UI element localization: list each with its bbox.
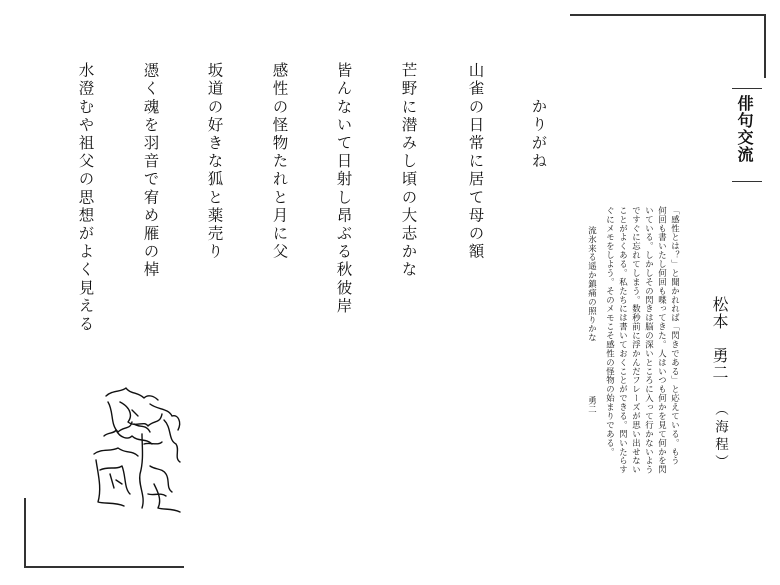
haiku-verse: 芒野に潜みし頃の大志かな (399, 62, 418, 280)
essay-line: 「感性とは？」と聞かれれば「閃きである」と応えている。もう (670, 206, 681, 466)
essay-line: いている。しかしその閃きは脳の深いところに入って行かないよう (644, 206, 655, 475)
essay-line: ですぐに忘れてしまう。数秒前に浮かんだフレーズが思い出せない (631, 206, 642, 475)
haiku-verse: 皆んないて日射し昂ぶる秋彼岸 (334, 62, 353, 316)
calligraphy-signature (88, 384, 196, 514)
haiku-verse: 感性の怪物たれと月に父 (270, 62, 289, 262)
essay-closing-author: 勇二 (587, 396, 598, 414)
essay-line: ぐにメモをしよう。そのメモこそ感性の怪物の始まりである。 (605, 206, 616, 457)
frame-top-rule (570, 14, 766, 16)
essay-closing-haiku: 流氷来る遥か鎮痛の照りかな (587, 226, 598, 343)
author-pseudonym: （海程） (712, 402, 728, 472)
frame-left-rule (24, 498, 26, 568)
section-title: 俳句交流 (735, 95, 754, 163)
haiku-verse: 坂道の好きな狐と薬売り (205, 62, 224, 262)
haiku-verse: 憑く魂を羽音で宥め雁の棹 (141, 62, 160, 280)
essay-line: ことがよくある。私たちには書いておくことができる。閃いたらす (618, 206, 629, 475)
haiku-title: かりがね (529, 98, 548, 171)
haiku-verse: 水澄むや祖父の思想がよく見える (76, 62, 95, 334)
essay-line: 何回も書いたし何回も喋ってきた。人はいつも何かを見て何かを閃 (657, 206, 668, 475)
frame-right-rule (764, 14, 766, 78)
author-name: 松本 勇二 (710, 296, 729, 381)
haiku-verse: 山雀の日常に居て母の額 (466, 62, 485, 262)
frame-bottom-rule (24, 566, 184, 568)
section-label (732, 88, 762, 182)
